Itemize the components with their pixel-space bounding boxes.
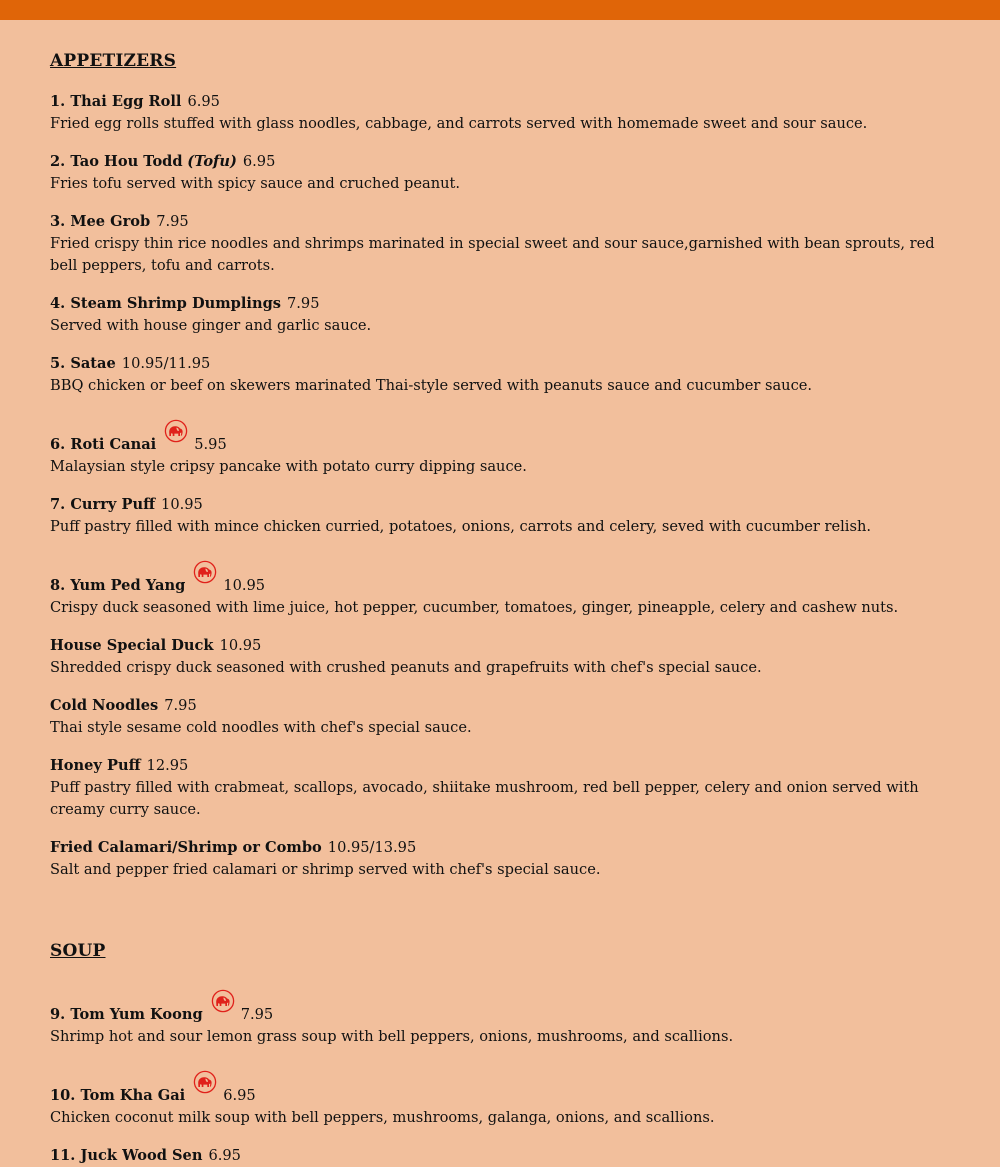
menu-item-name: 9. Tom Yum Koong — [50, 1006, 203, 1023]
menu-item-name: Honey Puff — [50, 757, 141, 774]
menu-item-description: Puff pastry filled with mince chicken curried, potatoes, onions, carrots and celery, seved with cucumber relish. — [50, 518, 871, 535]
menu-item-name: 8. Yum Ped Yang — [50, 577, 186, 594]
menu-item-price: 10.95 — [223, 577, 266, 594]
menu-item-price: 10.95 — [161, 496, 203, 513]
menu-item-header — [50, 989, 950, 1026]
menu-item — [50, 560, 950, 619]
menu-item-header — [50, 1145, 950, 1167]
menu-item-price: 7.95 — [240, 1006, 274, 1023]
elephant-icon — [164, 419, 188, 443]
menu-item-name: 5. Satae — [50, 355, 116, 372]
elephant-icon — [193, 560, 217, 584]
menu-item-description: Thai style sesame cold noodles with chef's special sauce. — [50, 719, 472, 736]
menu-item-price: 6.95 — [208, 1147, 241, 1164]
menu-item-price: 6.95 — [242, 153, 276, 170]
elephant-icon — [211, 989, 235, 1013]
elephant-icon — [193, 1070, 217, 1094]
menu-item-header — [50, 560, 950, 597]
menu-item — [50, 151, 950, 195]
menu-item-name: Cold Noodles — [50, 697, 159, 714]
menu-item-description: Served with house ginger and garlic sauce. — [50, 317, 372, 334]
menu-item — [50, 494, 950, 538]
menu-item-header — [50, 1070, 950, 1107]
menu-item — [50, 353, 950, 397]
soup-list — [50, 989, 950, 1167]
menu-item-price: 10.95/13.95 — [327, 839, 417, 856]
menu-item — [50, 989, 950, 1048]
menu-item-price: 7.95 — [287, 295, 320, 312]
menu-item-note: (Tofu) — [187, 153, 237, 170]
menu-item-name: 2. Tao Hou Todd — [50, 153, 183, 170]
menu-item-description: Fried crispy thin rice noodles and shrimps marinated in special sweet and sour sauce,garnished with bean sprouts, red bell peppers, tofu and carrots. — [50, 235, 935, 274]
menu-item-header — [50, 211, 950, 233]
menu-item — [50, 91, 950, 135]
menu-item — [50, 635, 950, 679]
menu-item-header — [50, 635, 950, 657]
menu-item-name: House Special Duck — [50, 637, 214, 654]
menu-item-name: 3. Mee Grob — [50, 213, 151, 230]
menu-item — [50, 1145, 950, 1167]
menu-content — [50, 49, 950, 1167]
menu-item-description: BBQ chicken or beef on skewers marinated Thai-style served with peanuts sauce and cucumber sauce. — [50, 377, 813, 394]
menu-item-header — [50, 151, 950, 173]
menu-item-description: Shrimp hot and sour lemon grass soup with bell peppers, onions, mushrooms, and scallions. — [50, 1028, 734, 1045]
top-bar — [0, 0, 1000, 20]
menu-item-header — [50, 494, 950, 516]
menu-item-name: Fried Calamari/Shrimp or Combo — [50, 839, 322, 856]
menu-item — [50, 755, 950, 821]
menu-item-header — [50, 419, 950, 456]
menu-item-description: Puff pastry filled with crabmeat, scallops, avocado, shiitake mushroom, red bell pepper, celery and onion served with creamy curry sauce. — [50, 779, 919, 818]
menu-item-description: Malaysian style cripsy pancake with potato curry dipping sauce. — [50, 458, 527, 475]
menu-item-price: 5.95 — [194, 436, 227, 453]
menu-item-description: Fries tofu served with spicy sauce and cruched peanut. — [50, 175, 461, 192]
menu-item — [50, 419, 950, 478]
menu-item-price: 7.95 — [156, 213, 189, 230]
menu-item-description: Fried egg rolls stuffed with glass noodles, cabbage, and carrots served with homemade sweet and sour sauce. — [50, 115, 868, 132]
menu-item-header — [50, 755, 950, 777]
menu-item — [50, 695, 950, 739]
menu-item-price: 7.95 — [164, 697, 197, 714]
menu-item-name: 10. Tom Kha Gai — [50, 1087, 186, 1104]
menu-item-name: 4. Steam Shrimp Dumplings — [50, 295, 281, 312]
appetizers-list — [50, 91, 950, 881]
menu-item-price: 10.95 — [219, 637, 262, 654]
menu-item-name: 11. Juck Wood Sen — [50, 1147, 203, 1164]
menu-item-description: Chicken coconut milk soup with bell peppers, mushrooms, galanga, onions, and scallions. — [50, 1109, 715, 1126]
menu-item-header — [50, 91, 950, 113]
menu-item-name: 6. Roti Canai — [50, 436, 157, 453]
menu-item-price: 6.95 — [223, 1087, 256, 1104]
menu-item-description: Crispy duck seasoned with lime juice, hot pepper, cucumber, tomatoes, ginger, pineapple, celery and cashew nuts. — [50, 599, 899, 616]
menu-item — [50, 1070, 950, 1129]
section-title-appetizers: APPETIZERS — [50, 51, 177, 71]
menu-item — [50, 837, 950, 881]
menu-item-name: 1. Thai Egg Roll — [50, 93, 182, 110]
section-title-soup: SOUP — [50, 941, 106, 961]
menu-item-header — [50, 695, 950, 717]
menu-item — [50, 293, 950, 337]
menu-item-price: 10.95/11.95 — [121, 355, 211, 372]
menu-item-header — [50, 837, 950, 859]
menu-item-header — [50, 293, 950, 315]
menu-item-price: 6.95 — [187, 93, 220, 110]
menu-item-price: 12.95 — [146, 757, 189, 774]
menu-item-name: 7. Curry Puff — [50, 496, 156, 513]
menu-item-description: Shredded crispy duck seasoned with crushed peanuts and grapefruits with chef's special sauce. — [50, 659, 762, 676]
menu-item — [50, 211, 950, 277]
menu-item-header — [50, 353, 950, 375]
menu-item-description: Salt and pepper fried calamari or shrimp served with chef's special sauce. — [50, 861, 601, 878]
